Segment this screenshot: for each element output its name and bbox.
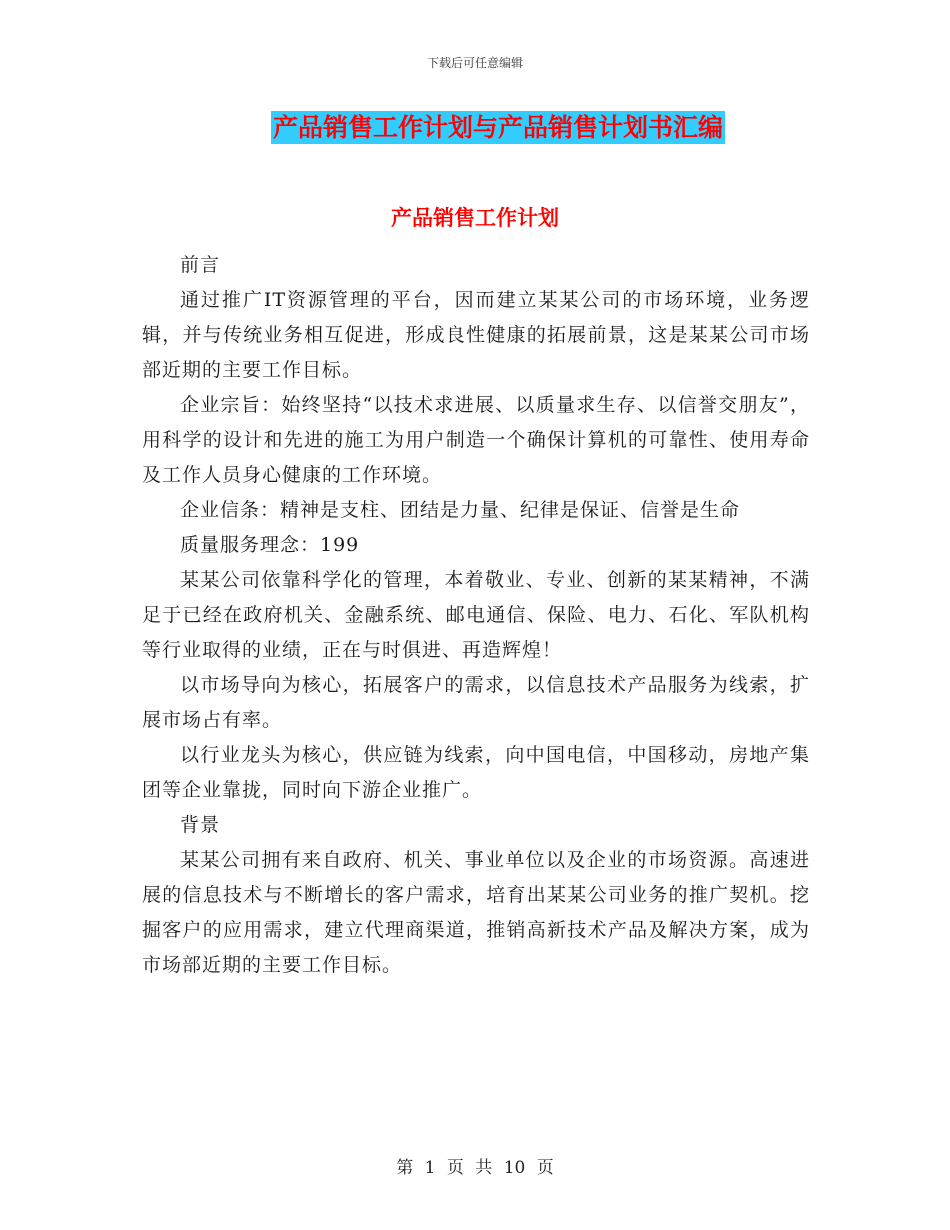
paragraph-market-orientation: 以市场导向为核心，拓展客户的需求，以信息技术产品服务为线索，扩展市场占有率。 [142, 674, 810, 731]
paragraph-intro: 通过推广IT资源管理的平台，因而建立某某公司的市场环境，业务逻辑，并与传统业务相互促进，形成良性健康的拓展前景，这是某某公司市场部近期的主要工作目标。 [142, 289, 810, 381]
header-note: 下载后可任意编辑 [426, 56, 523, 70]
paragraph-preface-heading: 前言 [180, 254, 221, 276]
paragraph-mission: 企业宗旨：始终坚持“以技术求进展、以质量求生存、以信誉交朋友”，用科学的设计和先进的施工为用户制造一个确保计算机的可靠性、使用寿命及工作人员身心健康的工作环境。 [142, 394, 810, 486]
page-footer: 第 1 页 共 10 页 [396, 1158, 554, 1178]
document-title [0, 108, 950, 148]
document-body [142, 248, 810, 983]
section-title: 产品销售工作计划 [391, 205, 559, 230]
paragraph-industry-leader: 以行业龙头为核心，供应链为线索，向中国电信，中国移动，房地产集团等企业靠拢，同时向下游企业推广。 [142, 744, 810, 801]
paragraph-creed: 企业信条：精神是支柱、团结是力量、纪律是保证、信誉是生命 [180, 499, 741, 521]
paragraph-quality-service: 质量服务理念：199 [180, 534, 360, 556]
paragraph-background-heading: 背景 [180, 814, 221, 836]
paragraph-background: 某某公司拥有来自政府、机关、事业单位以及企业的市场资源。高速进展的信息技术与不断增长的客户需求，培育出某某公司业务的推广契机。挖掘客户的应用需求，建立代理商渠道，推销高新技术产品及解决方案，成为市场部近期的主要工作目标。 [142, 849, 810, 976]
paragraph-management: 某某公司依靠科学化的管理，本着敬业、专业、创新的某某精神，不满足于已经在政府机关、金融系统、邮电通信、保险、电力、石化、军队机构等行业取得的业绩，正在与时俱进、再造辉煌！ [142, 569, 810, 661]
document-title-text: 产品销售工作计划与产品销售计划书汇编 [272, 113, 723, 142]
